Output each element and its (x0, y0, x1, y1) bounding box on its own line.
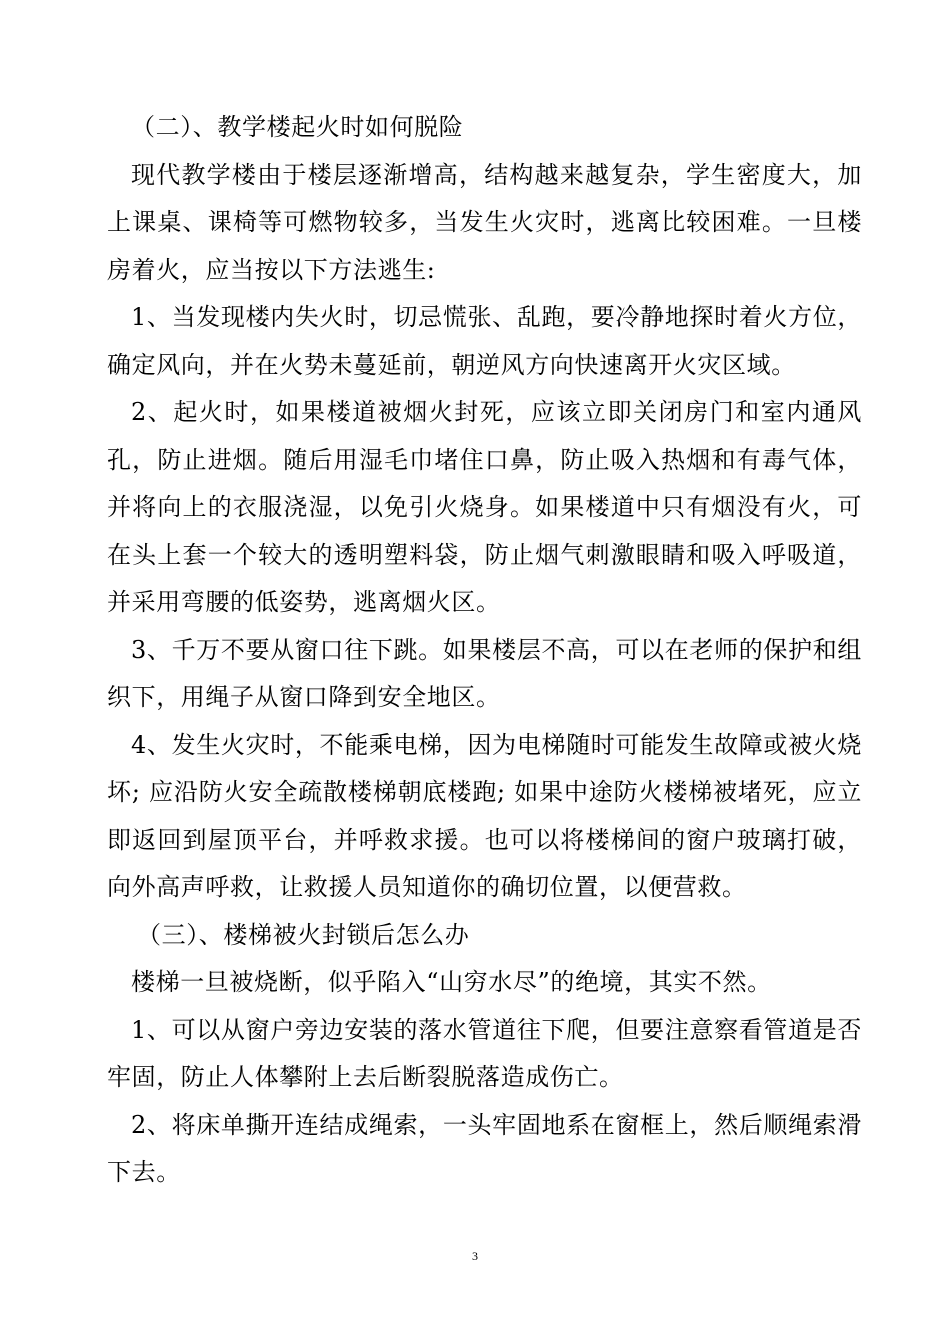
paragraph-item-2: 2、起火时，如果楼道被烟火封死，应该立即关闭房门和室内通风孔，防止进烟。随后用湿毛巾堵住口鼻，防止吸入热烟和有毒气体，并将向上的衣服浇湿，以免引火烧身。如果楼道中只有烟没有火，可在头上套一个较大的透明塑料袋，防止烟气刺激眼睛和吸入呼吸道，并采用弯腰的低姿势，逃离烟火区。 (107, 398, 862, 616)
page-number: 3 (472, 1249, 478, 1263)
stairs-item-1: 1、可以从窗户旁边安装的落水管道往下爬，但要注意察看管道是否牢固，防止人体攀附上去后断裂脱落造成伤亡。 (107, 1015, 862, 1091)
document-body (107, 104, 862, 1197)
section-heading-2: （二）、教学楼起火时如何脱险 (131, 113, 464, 141)
paragraph-item-4: 4、发生火灾时，不能乘电梯，因为电梯随时可能发生故障或被火烧坏; 应沿防火安全疏散楼梯朝底楼跑; 如果中途防火楼梯被堵死，应立即返回到屋顶平台，并呼救求援。也可以将楼梯间的窗户玻璃打破，向外高声呼救，让救援人员知道你的确切位置，以便营救。 (107, 730, 862, 901)
paragraph-item-3: 3、千万不要从窗口往下跳。如果楼层不高，可以在老师的保护和组织下，用绳子从窗口降到安全地区。 (107, 635, 862, 711)
stairs-item-2: 2、将床单撕开连结成绳索，一头牢固地系在窗框上，然后顺绳索滑下去。 (107, 1110, 862, 1186)
section-heading-3: （三）、楼梯被火封锁后怎么办 (137, 920, 470, 949)
paragraph-item-1: 1、当发现楼内失火时，切忌慌张、乱跑，要冷静地探时着火方位，确定风向，并在火势未蔓延前，朝逆风方向快速离开火灾区域。 (107, 303, 862, 379)
intro-paragraph: 现代教学楼由于楼层逐渐增高，结构越来越复杂，学生密度大，加上课桌、课椅等可燃物较多，当发生火灾时，逃离比较困难。一旦楼房着火，应当按以下方法逃生: (107, 160, 862, 284)
stairs-intro-paragraph: 楼梯一旦被烧断，似乎陷入“山穷水尽”的绝境，其实不然。 (131, 968, 772, 996)
